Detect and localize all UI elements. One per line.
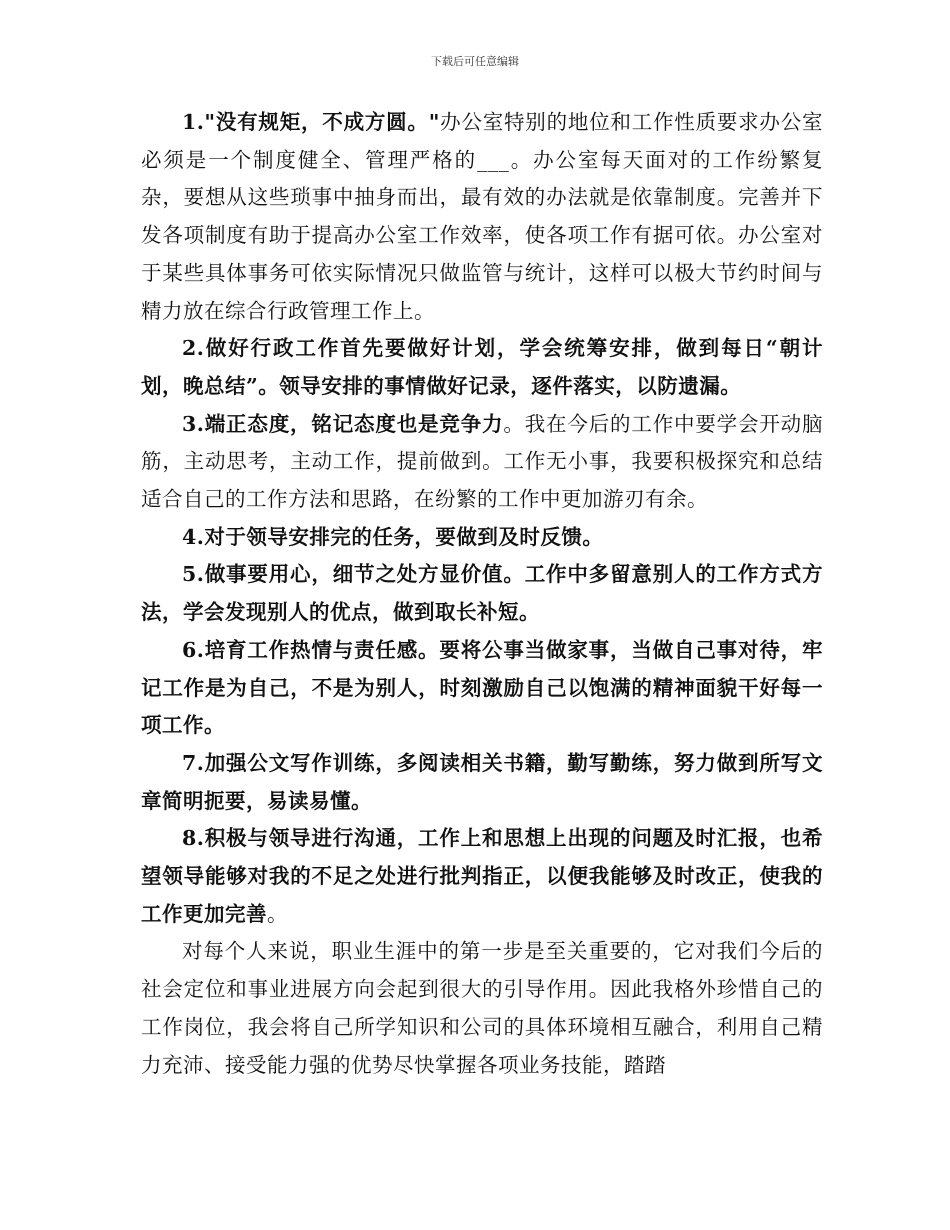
paragraph-2 <box>141 330 823 405</box>
paragraph-4-bold: 4.对于领导安排完的任务，要做到及时反馈。 <box>182 524 604 549</box>
paragraph-7 <box>141 745 823 820</box>
paragraph-3 <box>141 406 823 519</box>
paragraph-8 <box>141 820 823 933</box>
paragraph-5 <box>141 556 823 631</box>
paragraph-8-text: 。 <box>267 901 288 926</box>
paragraph-1 <box>141 104 823 330</box>
paragraph-7-bold: 7.加强公文写作训练，多阅读相关书籍，勤写勤练，努力做到所写文章简明扼要，易读易懂。 <box>141 750 823 813</box>
paragraph-9 <box>141 933 823 1084</box>
paragraph-3-bold: 3.端正态度，铭记态度也是竞争力 <box>182 411 504 436</box>
document-body <box>141 104 823 1084</box>
paragraph-6-bold: 6.培育工作热情与责任感。要将公事当做家事，当做自己事对待，牢记工作是为自己，不是为别人，时刻激励自己以饱满的精神面貌干好每一项工作。 <box>141 637 823 738</box>
paragraph-2-bold: 2.做好行政工作首先要做好计划，学会统筹安排，做到每日“朝计划，晚总结”。领导安排的事情做好记录，逐件落实，以防遗漏。 <box>141 336 823 398</box>
paragraph-5-bold: 5.做事要用心，细节之处方显价值。工作中多留意别人的工作方式方法，学会发现别人的优点，做到取长补短。 <box>141 562 823 625</box>
paragraph-8-bold: 8.积极与领导进行沟通，工作上和思想上出现的问题及时汇报，也希望领导能够对我的不足之处进行批判指正，以便我能够及时改正，使我的工作更加完善 <box>141 826 823 926</box>
paragraph-4 <box>141 519 823 557</box>
paragraph-3-text: 。我在今后的工作中要学会开动脑筋，主动思考，主动工作，提前做到。工作无小事，我要积极探究和总结适合自己的工作方法和思路，在纷繁的工作中更加游刃有余。 <box>141 411 824 512</box>
paragraph-6 <box>141 632 823 745</box>
page-header: 下载后可任意编辑 <box>431 55 519 68</box>
paragraph-1-text: 办公室特别的地位和工作性质要求办公室必须是一个制度健全、管理严格的___。办公室每天面对的工作纷繁复杂，要想从这些琐事中抽身而出，最有效的办法就是依靠制度。完善并下发各项制度有助于提高办公室工作效率，使各项工作有据可依。办公室对于某些具体事务可依实际情况只做监管与统计，这样可以极大节约时间与精力放在综合行政管理工作上。 <box>141 110 824 323</box>
paragraph-1-bold: 1."没有规矩，不成方圆。" <box>182 110 440 134</box>
paragraph-9-text: 对每个人来说，职业生涯中的第一步是至关重要的，它对我们今后的社会定位和事业进展方向会起到很大的引导作用。因此我格外珍惜自己的工作岗位，我会将自己所学知识和公司的具体环境相互融合，利用自己精力充沛、接受能力强的优势尽快掌握各项业务技能，踏踏 <box>141 939 823 1077</box>
